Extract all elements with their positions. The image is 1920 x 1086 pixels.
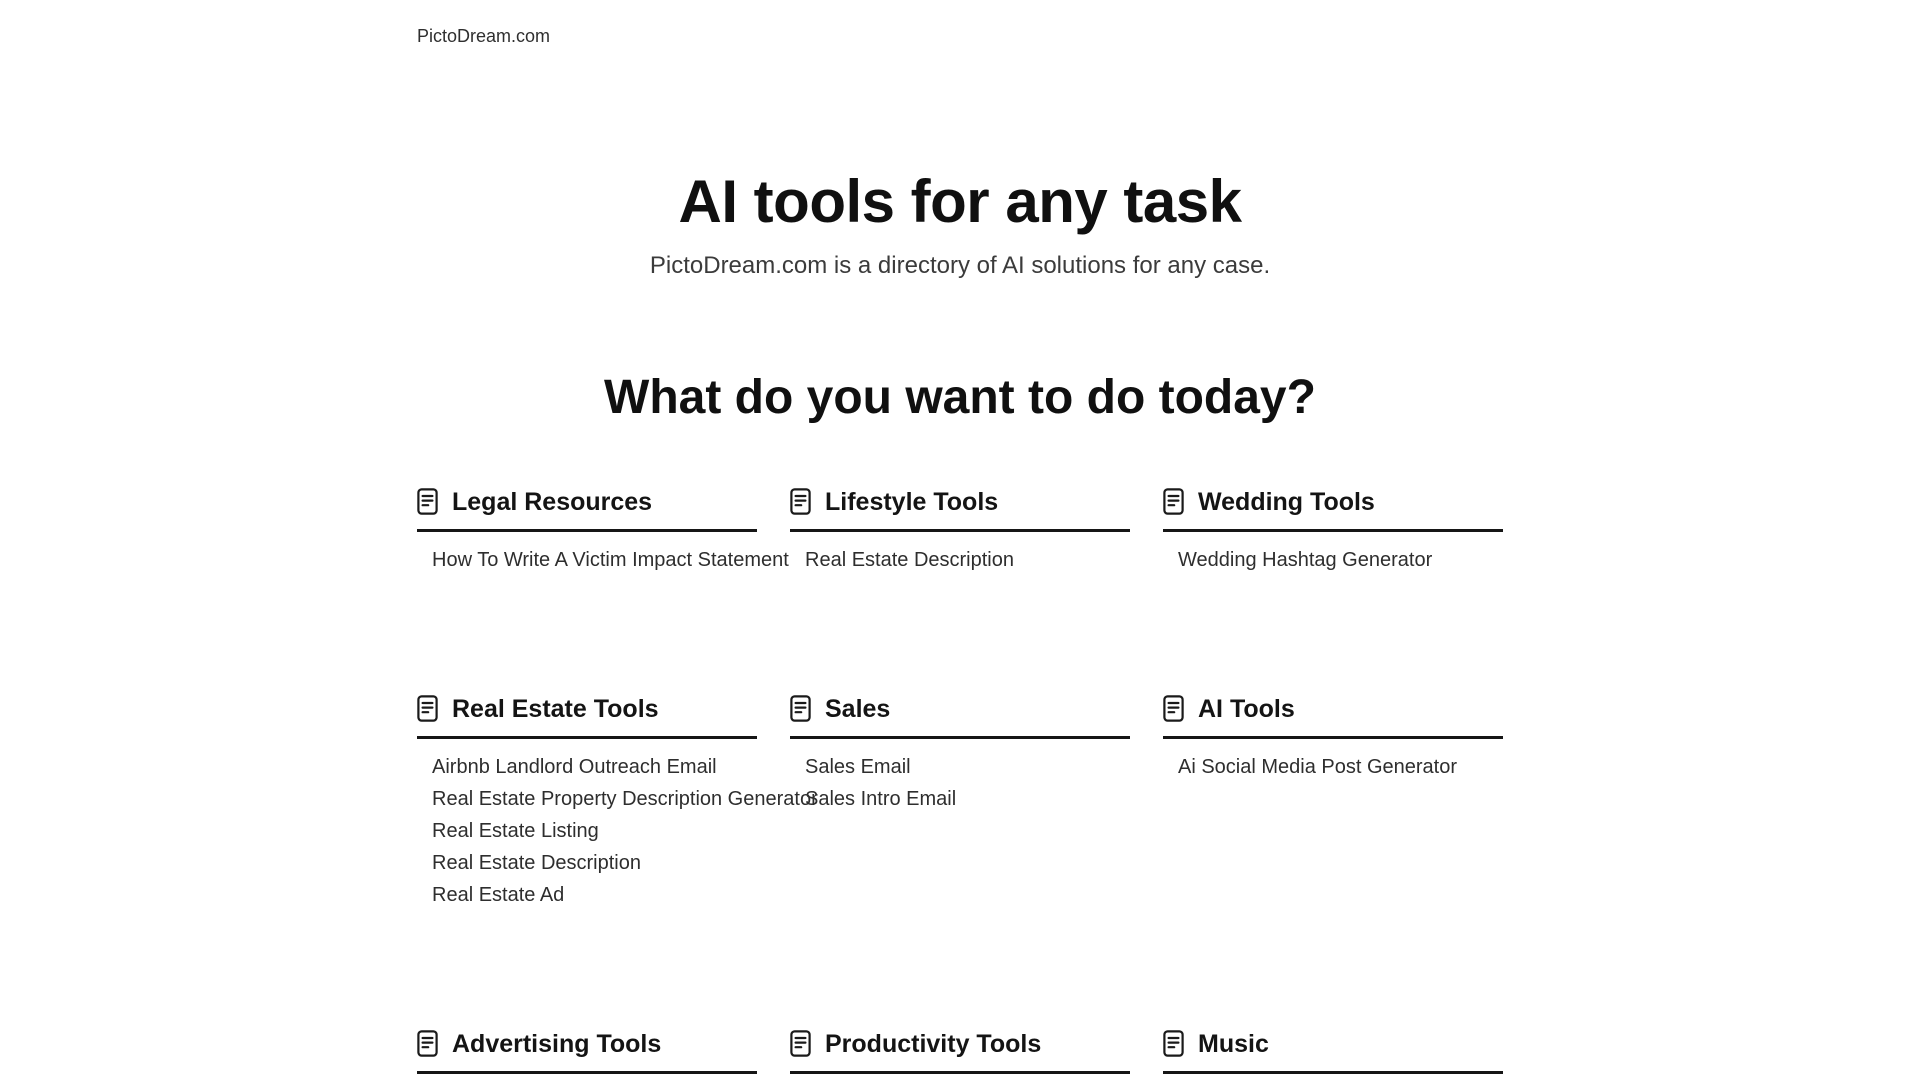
site-header: [0, 0, 1920, 47]
category-divider: [1163, 1071, 1503, 1074]
directory-heading: What do you want to do today?: [604, 371, 1316, 424]
category-card: [1163, 1029, 1503, 1086]
category-title: Lifestyle Tools: [825, 487, 999, 516]
tool-link[interactable]: Ai Social Media Post Generator: [1178, 755, 1458, 778]
category-divider: [790, 1071, 1130, 1074]
category-card: [417, 694, 818, 911]
document-icon: [417, 695, 438, 722]
document-icon: [790, 1030, 811, 1057]
tool-list: [790, 544, 1130, 576]
document-icon: [417, 488, 438, 515]
tool-link[interactable]: Sales Intro Email: [805, 787, 957, 810]
category-divider: [1163, 529, 1503, 532]
category-title: Productivity Tools: [825, 1029, 1042, 1058]
hero-section: [0, 167, 1920, 280]
category-card: [790, 487, 1130, 576]
category-title: Advertising Tools: [452, 1029, 662, 1058]
tool-list: [1163, 751, 1503, 783]
category-header[interactable]: [1163, 487, 1503, 517]
category-header[interactable]: [1163, 1029, 1503, 1059]
tool-list: [417, 751, 818, 911]
tool-link[interactable]: Airbnb Landlord Outreach Email: [432, 755, 717, 778]
category-header[interactable]: [417, 694, 757, 724]
category-card: [417, 1029, 757, 1086]
tool-link[interactable]: Wedding Hashtag Generator: [1178, 548, 1433, 571]
tool-list: [790, 751, 1130, 815]
tool-link[interactable]: Real Estate Property Description Generator: [432, 787, 818, 810]
category-card: [790, 1029, 1130, 1086]
document-icon: [1163, 488, 1184, 515]
document-icon: [1163, 695, 1184, 722]
category-header[interactable]: [790, 694, 1130, 724]
directory-section: [0, 372, 1920, 1086]
category-header[interactable]: [790, 1029, 1130, 1059]
category-divider: [417, 1071, 757, 1074]
tool-link[interactable]: Sales Email: [805, 755, 911, 778]
tool-link[interactable]: Real Estate Description: [432, 851, 641, 874]
category-card: [1163, 694, 1503, 911]
tool-link[interactable]: Real Estate Description: [805, 548, 1014, 571]
category-title: AI Tools: [1198, 694, 1295, 723]
document-icon: [1163, 1030, 1184, 1057]
category-header[interactable]: [417, 487, 757, 517]
category-title: Music: [1198, 1029, 1269, 1058]
document-icon: [790, 488, 811, 515]
category-title: Real Estate Tools: [452, 694, 659, 723]
tool-link[interactable]: Real Estate Ad: [432, 883, 565, 906]
category-divider: [417, 736, 757, 739]
page-subtitle: PictoDream.com is a directory of AI solutions for any case.: [649, 252, 1271, 279]
category-divider: [417, 529, 757, 532]
category-grid: [417, 487, 1503, 1086]
category-divider: [790, 529, 1130, 532]
tool-list: [417, 544, 789, 576]
category-header[interactable]: [1163, 694, 1503, 724]
category-divider: [790, 736, 1130, 739]
category-divider: [1163, 736, 1503, 739]
category-header[interactable]: [790, 487, 1130, 517]
category-header[interactable]: [417, 1029, 757, 1059]
tool-link[interactable]: How To Write A Victim Impact Statement: [432, 548, 789, 571]
tool-list: [1163, 544, 1503, 576]
page-title: AI tools for any task: [678, 168, 1242, 235]
category-card: [790, 694, 1130, 911]
category-title: Legal Resources: [452, 487, 653, 516]
site-logo[interactable]: PictoDream.com: [417, 26, 551, 46]
category-title: Sales: [825, 694, 891, 723]
tool-link[interactable]: Real Estate Listing: [432, 819, 599, 842]
document-icon: [790, 695, 811, 722]
document-icon: [417, 1030, 438, 1057]
category-card: [1163, 487, 1503, 576]
category-card: [417, 487, 789, 576]
category-title: Wedding Tools: [1198, 487, 1375, 516]
